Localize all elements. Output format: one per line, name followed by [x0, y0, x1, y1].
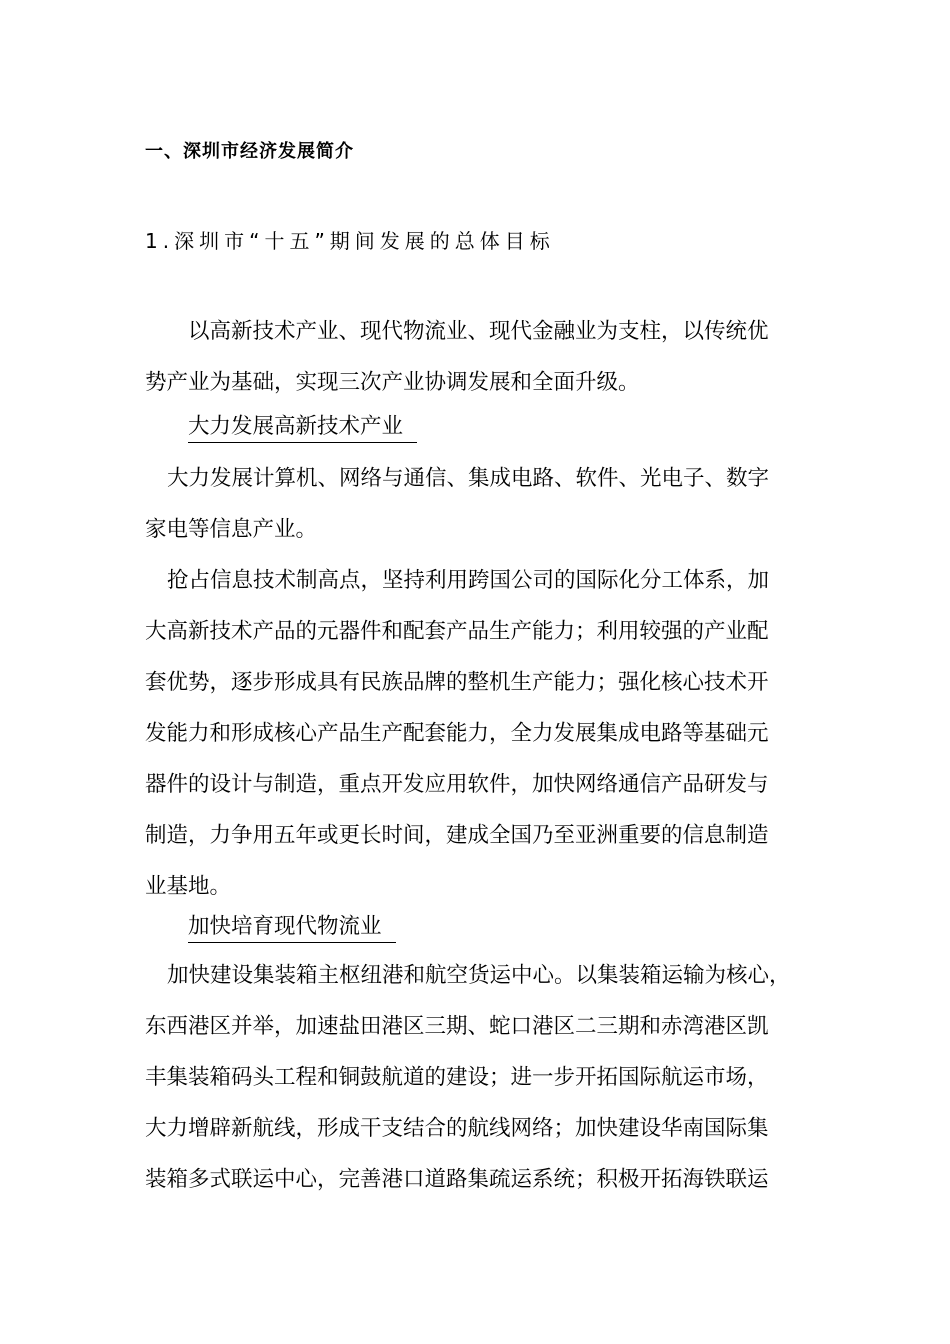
text-line: 业基地。 [145, 874, 232, 899]
text-line: 抢占信息技术制高点，坚持利用跨国公司的国际化分工体系，加 [167, 568, 770, 593]
section-heading-1: 一、深圳市经济发展简介 [145, 141, 354, 162]
high-tech-paragraph-1 [145, 453, 815, 555]
subsection-heading-goals: 1.深圳市“十五”期间发展的总体目标 [145, 229, 555, 253]
text-line: 大力发展计算机、网络与通信、集成电路、软件、光电子、数字 [167, 466, 770, 491]
text-line: 大高新技术产品的元器件和配套产品生产能力；利用较强的产业配 [145, 619, 769, 644]
text-line: 套优势，逐步形成具有民族品牌的整机生产能力；强化核心技术开 [145, 670, 769, 695]
text-line: 东西港区并举，加速盐田港区三期、蛇口港区二三期和赤湾港区凯 [145, 1014, 769, 1039]
subheading-high-tech: 大力发展高新技术产业 [188, 412, 417, 443]
text-line: 家电等信息产业。 [145, 517, 318, 542]
subheading-logistics: 加快培育现代物流业 [188, 912, 396, 943]
text-line: 大力增辟新航线，形成干支结合的航线网络；加快建设华南国际集 [145, 1116, 769, 1141]
text-line: 器件的设计与制造，重点开发应用软件，加快网络通信产品研发与 [145, 772, 769, 797]
text-line: 势产业为基础，实现三次产业协调发展和全面升级。 [145, 370, 640, 395]
high-tech-paragraph-2 [145, 555, 815, 912]
text-line: 丰集装箱码头工程和铜鼓航道的建设；进一步开拓国际航运市场， [145, 1065, 769, 1090]
text-line: 发能力和形成核心产品生产配套能力，全力发展集成电路等基础元 [145, 721, 769, 746]
intro-paragraph [145, 306, 815, 408]
text-line: 制造，力争用五年或更长时间，建成全国乃至亚洲重要的信息制造 [145, 823, 769, 848]
text-line: 以高新技术产业、现代物流业、现代金融业为支柱，以传统优 [188, 319, 769, 344]
text-line: 加快建设集装箱主枢纽港和航空货运中心。以集装箱运输为核心， [167, 963, 791, 988]
logistics-paragraph-1 [145, 950, 815, 1205]
text-line: 装箱多式联运中心，完善港口道路集疏运系统；积极开拓海铁联运 [145, 1167, 769, 1192]
